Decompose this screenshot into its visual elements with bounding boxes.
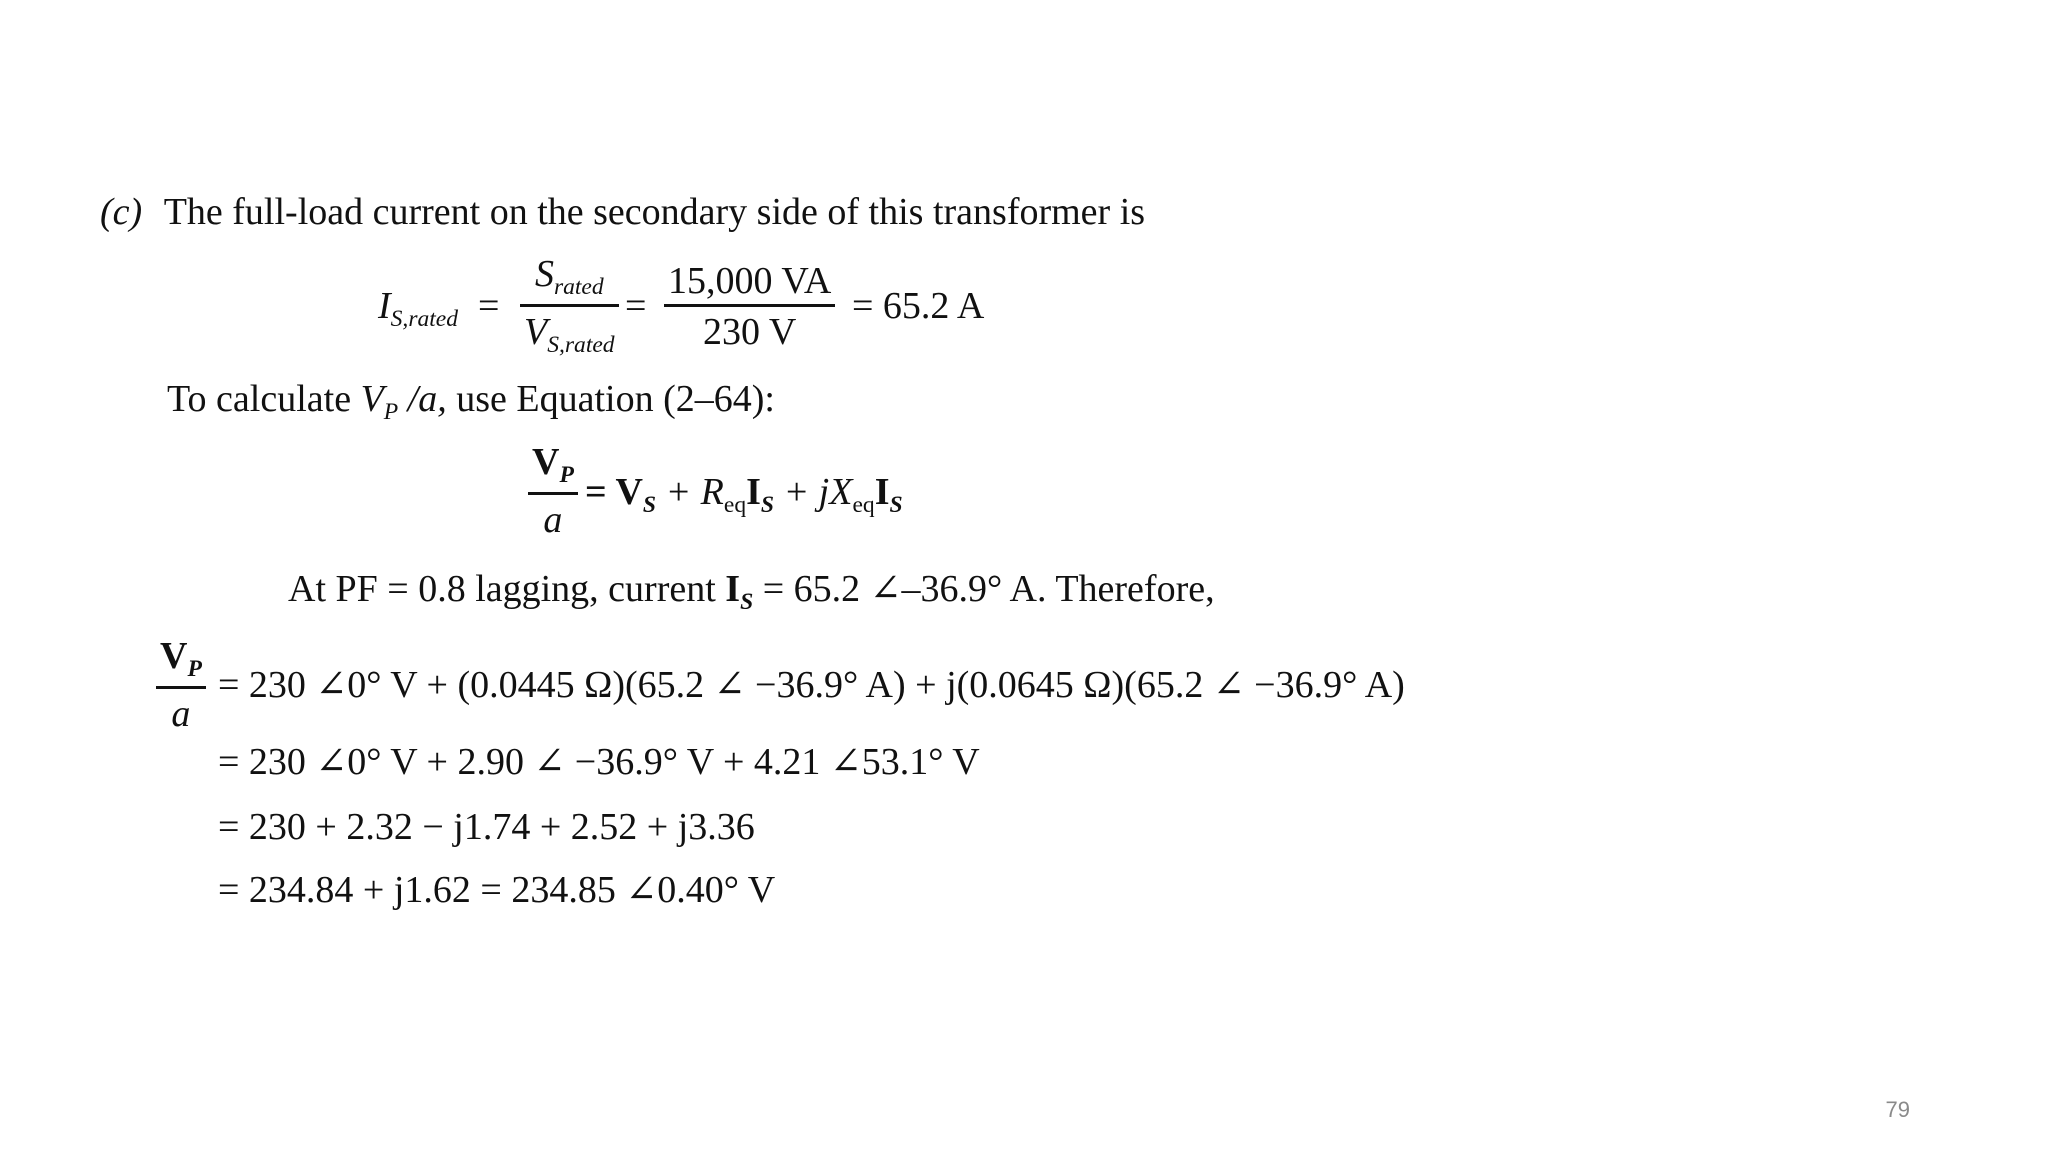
eq2-is-2-sub: S xyxy=(889,492,903,519)
intro-text: The full-load current on the secondary side of this transformer is xyxy=(163,191,1146,233)
calc-var-symbol: V xyxy=(360,378,384,420)
eq1-equals-1: = xyxy=(478,285,500,327)
pf-text-after: = 65.2 ∠–36.9° A. Therefore, xyxy=(753,568,1215,610)
calc-var-subscript: P xyxy=(383,399,399,426)
eq1-frac1-num: S xyxy=(534,253,554,295)
calc-text-before: To calculate xyxy=(167,378,361,420)
calc-var-after: /a, xyxy=(398,378,447,420)
eq1-fraction-values xyxy=(664,262,835,351)
page-number: 79 xyxy=(1885,1097,1910,1122)
pf-text-before: At PF = 0.8 lagging, current xyxy=(288,568,726,610)
eq3-line-1: = 230 ∠0° V + (0.0445 Ω)(65.2 ∠ −36.9° A) + j(0.0645 Ω)(65.2 ∠ −36.9° A) xyxy=(218,664,1405,706)
eq2-jxeq: + jX xyxy=(774,471,853,513)
eq1-frac1-den: V xyxy=(524,310,548,353)
eq3-num: V xyxy=(160,635,188,677)
eq2-vs-sub: S xyxy=(642,492,657,519)
intro-line xyxy=(100,193,1145,231)
eq2-is-2: I xyxy=(874,471,890,513)
eq2-req: + R xyxy=(656,471,724,513)
eq1-frac1-den-sub: S,rated xyxy=(547,332,615,359)
eq1-frac1-num-sub: rated xyxy=(553,274,604,301)
eq2-vs: = V xyxy=(585,471,643,513)
part-label: (c) xyxy=(100,191,143,233)
eq1-equals-2: = xyxy=(625,285,647,327)
eq2-req-sub: eq xyxy=(723,492,747,519)
eq2-rhs xyxy=(585,473,903,518)
eq3-line-4: = 234.84 + j1.62 = 234.85 ∠0.40° V xyxy=(218,869,776,911)
eq3-line-3: = 230 + 2.32 − j1.74 + 2.52 + j3.36 xyxy=(218,806,755,848)
eq2-den: a xyxy=(543,498,563,541)
eq1-result: = 65.2 A xyxy=(852,285,985,327)
eq2-is-1: I xyxy=(746,471,761,513)
eq2-fraction xyxy=(528,443,578,539)
pf-text-line xyxy=(288,570,1215,615)
pf-current-subscript: S xyxy=(740,589,754,616)
eq1-lhs-symbol: I xyxy=(378,285,391,327)
calc-text-line xyxy=(167,380,775,425)
eq1-lhs xyxy=(378,287,458,332)
eq1-fraction-rated xyxy=(520,255,619,358)
eq2-is-1-sub: S xyxy=(760,492,775,519)
eq1-frac2-num: 15,000 VA xyxy=(668,260,832,302)
eq3-fraction xyxy=(156,637,206,733)
eq3-num-sub: P xyxy=(187,656,202,683)
eq1-frac2-den: 230 V xyxy=(703,311,797,353)
eq2-num-sub: P xyxy=(559,462,574,489)
eq1-lhs-subscript: S,rated xyxy=(390,306,459,333)
eq2-jxeq-sub: eq xyxy=(852,492,875,519)
eq3-line-2: = 230 ∠0° V + 2.90 ∠ −36.9° V + 4.21 ∠53.1° V xyxy=(218,741,980,783)
calc-text-after: use Equation (2–64): xyxy=(446,378,775,420)
eq3-den: a xyxy=(171,692,191,735)
eq2-num: V xyxy=(532,441,560,483)
pf-current-symbol: I xyxy=(725,568,741,610)
